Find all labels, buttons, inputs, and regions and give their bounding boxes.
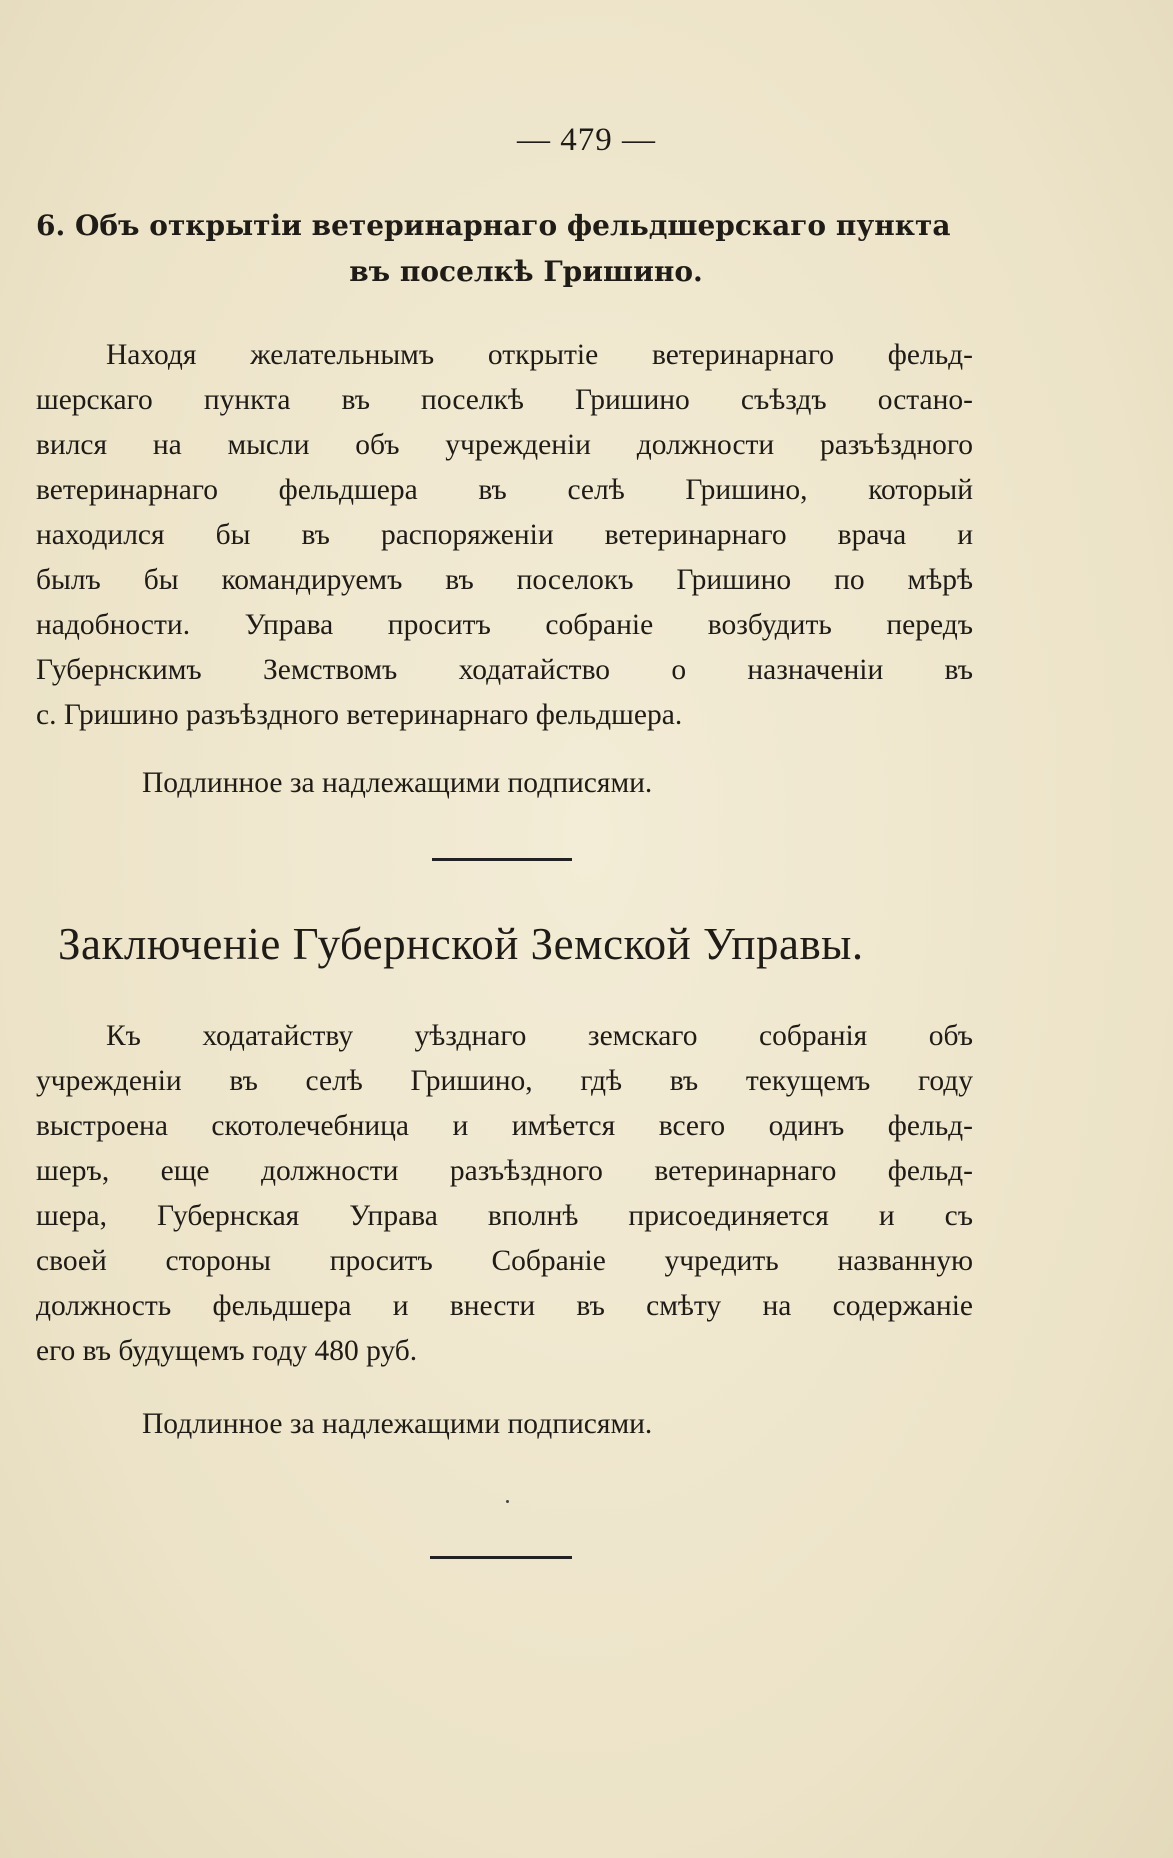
body-line: Губернскимъ Земствомъ ходатайство о назначеніи въ [36,654,973,686]
body-line: учрежденіи въ селѣ Гришино, гдѣ въ текущемъ году [36,1065,973,1097]
body-line: Находя желательнымъ открытіе ветеринарнаго фельд- [106,339,973,371]
body-line: шерскаго пункта въ поселкѣ Гришино съѣздъ остано- [36,384,973,416]
body-line: вился на мысли объ учрежденіи должности разъѣздного [36,429,973,461]
section-body [36,333,973,738]
body-line: Къ ходатайству уѣзднаго земскаго собранія объ [106,1020,973,1052]
section-signature: Подлинное за надлежащими подписями. [142,767,653,799]
closing-rule [430,1556,572,1559]
section-heading [36,203,976,295]
section-heading-line-1: 6. Объ открытіи ветеринарнаго фельдшерскаго пункта [36,209,951,242]
body-line: своей стороны проситъ Собраніе учредить названную [36,1245,973,1277]
separator-rule [432,858,572,861]
conclusion-body [36,1014,973,1374]
body-line: должность фельдшера и внести въ смѣту на содержаніе [36,1290,973,1322]
ink-speck [506,1500,509,1503]
body-line: находился бы въ распоряженіи ветеринарнаго врача и [36,519,973,551]
page-number: — 479 — [517,122,656,158]
body-line: с. Гришино разъѣздного ветеринарнаго фельдшера. [36,699,683,731]
conclusion-title: Заключеніе Губернской Земской Управы. [58,919,864,969]
body-line: ветеринарнаго фельдшера въ селѣ Гришино, который [36,474,973,506]
conclusion-signature: Подлинное за надлежащими подписями. [142,1408,653,1440]
body-line: шера, Губернская Управа вполнѣ присоединяется и съ [36,1200,973,1232]
body-line: надобности. Управа проситъ собраніе возбудить передъ [36,609,973,641]
body-line: шеръ, еще должности разъѣздного ветеринарнаго фельд- [36,1155,973,1187]
body-line: былъ бы командируемъ въ поселокъ Гришино по мѣрѣ [36,564,973,596]
body-line: выстроена скотолечебница и имѣется всего одинъ фельд- [36,1110,973,1142]
body-line: его въ будущемъ году 480 руб. [36,1335,418,1367]
section-heading-line-2: въ поселкѣ Гришино. [349,255,703,288]
